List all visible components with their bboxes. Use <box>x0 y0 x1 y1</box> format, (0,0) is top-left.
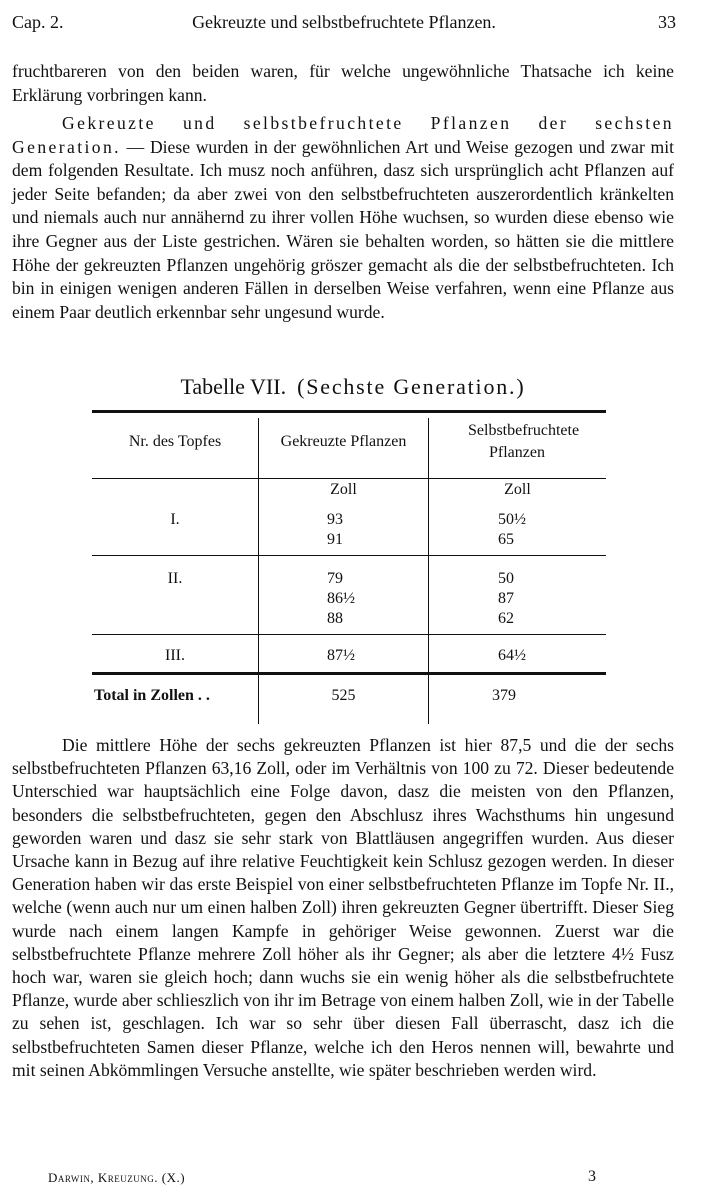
self-value: 50 <box>498 570 514 587</box>
chapter-label: Cap. 2. <box>12 12 64 32</box>
crossed-values <box>327 569 355 629</box>
crossed-value: 88 <box>327 610 343 627</box>
table-title: (Sechste Generation.) <box>297 374 526 399</box>
column-header-pot: Nr. des Topfes <box>128 433 222 450</box>
crossed-value: 79 <box>327 570 343 587</box>
self-value: 50½ <box>498 511 526 528</box>
row-divider <box>92 555 606 556</box>
signature-mark: 3 <box>588 1168 596 1185</box>
column-header-crossed: Gekreuzte Pflanzen <box>280 433 407 450</box>
header-rule <box>92 478 606 479</box>
crossed-value: 86½ <box>327 590 355 607</box>
total-rule <box>92 672 606 675</box>
table-top-rule <box>92 410 606 413</box>
crossed-value: 93 <box>327 511 343 528</box>
self-values <box>498 510 526 550</box>
total-label: Total in Zollen . . <box>94 687 210 704</box>
self-value: 87 <box>498 590 514 607</box>
self-values <box>498 569 514 629</box>
self-values <box>498 646 526 666</box>
total-self: 379 <box>492 687 516 704</box>
paragraph-body: — Diese wurden in der gewöhnlichen Art und Weise gezogen und zwar mit dem folgenden Resultate. Ich musz noch anführen, dasz sich ursprünglich acht Pflanzen auf jeder Seite befanden; da aber zwei von den selbstbefruchteten auszerordentlich kränkelten und niemals auch nur annähernd zu ihrer vollen Höhe wuchsen, so wurden diese ebenso wie ihre Gegner aus der Liste gestrichen. Wären sie behalten worden, so hätten sie die mittlere Höhe der gekreuzten Pflanzen ungehörig gröszer gemacht als die der selbstbefruchteten. Ich bin in einigen wenigen anderen Fällen in derselben Weise verfahren, wenn eine Pflanze aus einem Paar deutlich erkennbar sehr ungesund wurde. <box>12 136 674 322</box>
data-table <box>92 410 606 724</box>
paragraph-continuation: fruchtbareren von den beiden waren, für welche ungewöhnliche Thatsache ich keine Erklärung vorbringen kann. <box>12 61 674 105</box>
running-title: Gekreuzte und selbstbefruchtete Pflanzen. <box>192 12 496 32</box>
pot-number: I. <box>170 511 180 528</box>
paragraph-sixth-generation <box>12 112 674 324</box>
paragraph-results: Die mittlere Höhe der sechs gekreuzten Pflanzen ist hier 87,5 und die der sechs selbstbefruchteten Pflanzen 63,16 Zoll, oder im Verhältnis von 100 zu 72. Dieser bedeutende Unterschied war hauptsächlich eine Folge davon, dasz die meisten von den Pflanzen, besonders die selbstbefruchteten, gegen den Abschlusz ihres Wachsthums hin ungesund geworden waren und dasz sie sehr stark von Blattläusen angegriffen wurden. Aus dieser Ursache kann in Bezug auf ihre relative Feuchtigkeit kein Schlusz gezogen werden. In dieser Generation haben wir das erste Beispiel von einer selbstbefruchteten Pflanze im Topfe Nr. II., welche (wenn auch nur um einen halben Zoll) ihren gekreuzten Gegner übertrifft. Dieser Sieg wurde nach einem langen Kampfe in gehöriger Weise gewonnen. Zuerst war die selbstbefruchtete Pflanze mehrere Zoll höher als ihr Gegner; als aber die letztere 4½ Fusz hoch war, waren sie gleich hoch; dann wuchs sie ein wenig höher als die selbstbefruchtete Pflanze, wurde aber schlieszlich von ihr im Betrage von einem halben Zoll, wie in der Tabelle zu sehen ist, geschlagen. Ich war so sehr über diesen Fall überrascht, dasz ich die selbstbefruchteten Samen dieser Pflanze, welche ich den Heros nennen will, bewahrte und mit seinen Abkömmlingen Versuche anstellte, wie später beschrieben werden wird. <box>12 735 674 1080</box>
self-value: 65 <box>498 531 514 548</box>
crossed-value: 87½ <box>327 647 355 664</box>
pot-number: III. <box>165 647 185 664</box>
self-value: 64½ <box>498 647 526 664</box>
footer-source: Darwin, Kreuzung. (X.) <box>48 1170 186 1185</box>
crossed-values <box>327 510 343 550</box>
table-caption <box>0 374 706 400</box>
total-crossed: 525 <box>331 687 356 704</box>
unit-crossed: Zoll <box>330 481 357 498</box>
row-divider <box>92 634 606 635</box>
page-footer <box>48 1170 596 1186</box>
unit-self: Zoll <box>504 481 531 498</box>
crossed-values <box>327 646 355 666</box>
page-number: 33 <box>658 12 676 32</box>
crossed-value: 91 <box>327 531 343 548</box>
column-divider <box>428 418 429 478</box>
running-header <box>12 12 676 38</box>
pot-number: II. <box>167 570 183 587</box>
self-value: 62 <box>498 610 514 627</box>
table-label: Tabelle VII. <box>180 374 287 399</box>
section-heading: Gekreuzte und selbstbefruchtete Pflanzen der sechsten Generation. <box>12 113 674 157</box>
column-header-self: Selbstbefruchtete Pflanzen <box>468 422 580 461</box>
